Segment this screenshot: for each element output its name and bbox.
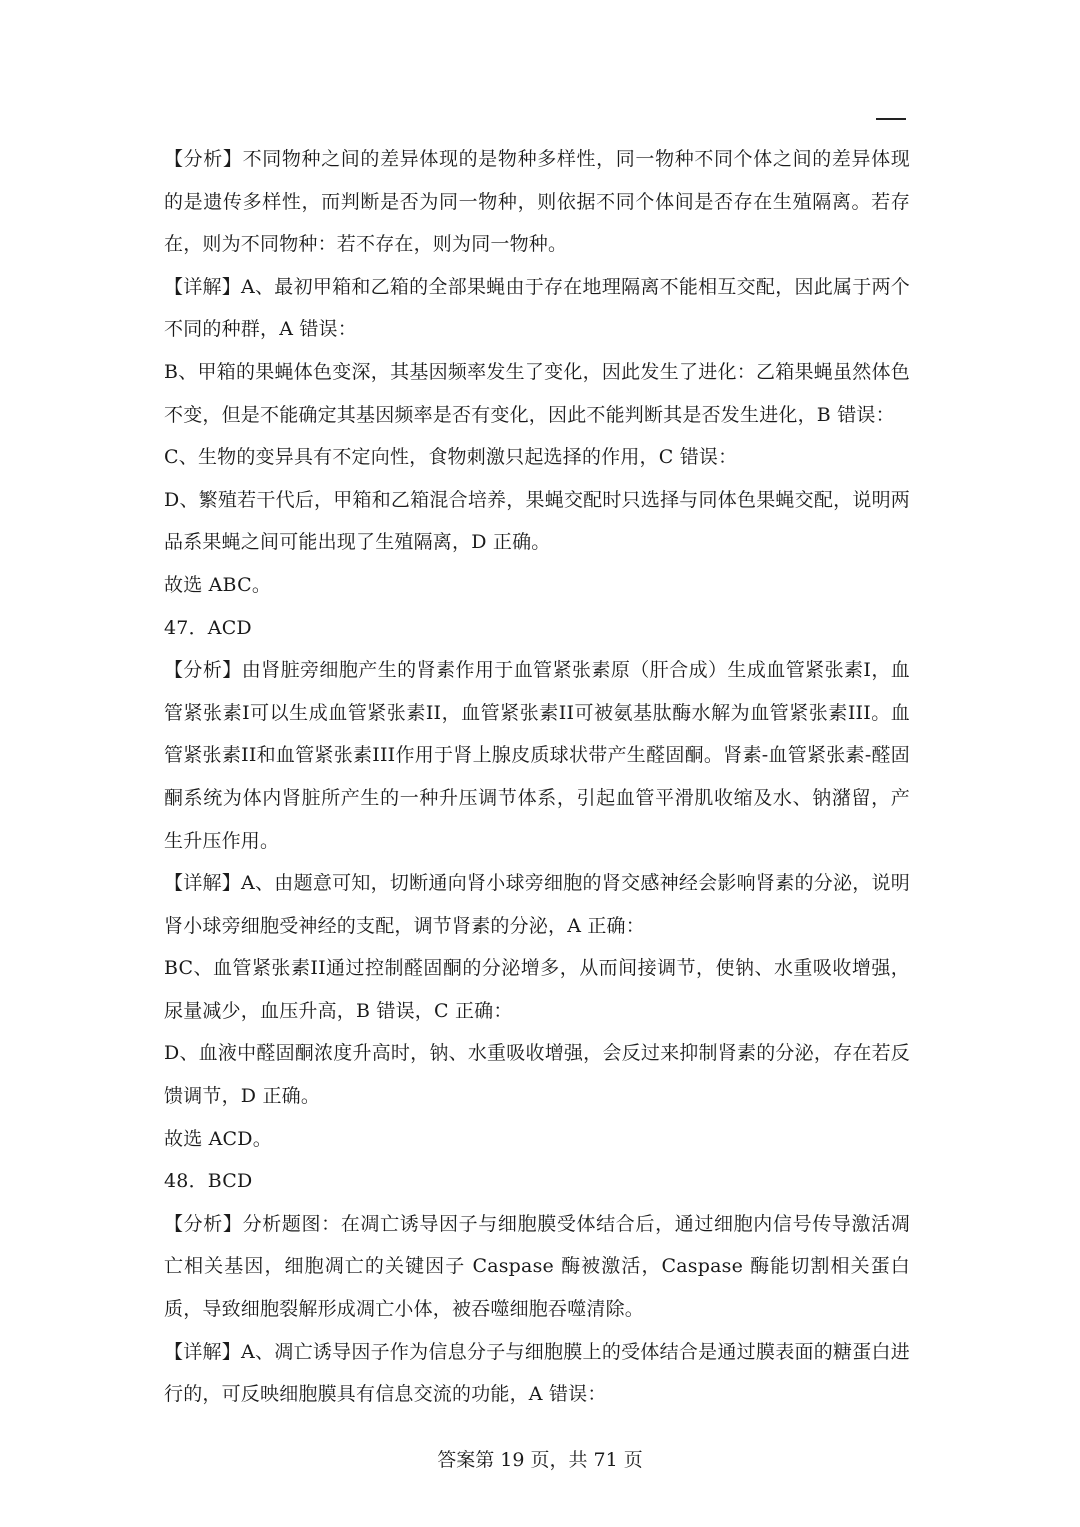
answer-content xyxy=(164,138,910,1416)
paragraph: 故选 ABC。 xyxy=(164,573,272,596)
question-number: 48．BCD xyxy=(164,1170,253,1193)
paragraph: BC、血管紧张素II通过控制醛固酮的分泌增多，从而间接调节，使钠、水重吸收增强，尿量减少，血压升高，B 错误，C 正确： xyxy=(164,957,910,1022)
question-number: 47．ACD xyxy=(164,616,252,639)
paragraph: 【详解】A、由题意可知，切断通向肾小球旁细胞的肾交感神经会影响肾素的分泌，说明肾小球旁细胞受神经的支配，调节肾素的分泌，A 正确： xyxy=(164,872,910,937)
page-footer: 答案第 19 页，共 71 页 xyxy=(437,1449,643,1471)
paragraph: 【详解】A、最初甲箱和乙箱的全部果蝇由于存在地理隔离不能相互交配，因此属于两个不同的种群，A 错误： xyxy=(164,275,910,341)
corner-mark xyxy=(876,118,906,120)
paragraph: 【分析】分析题图：在凋亡诱导因子与细胞膜受体结合后，通过细胞内信号传导激活凋亡相关基因，细胞凋亡的关键因子 Caspase 酶被激活，Caspase 酶能切割相关蛋白质，导致细胞裂解形成凋亡小体，被吞噬细胞吞噬清除。 xyxy=(164,1212,910,1321)
paragraph: 【详解】A、凋亡诱导因子作为信息分子与细胞膜上的受体结合是通过膜表面的糖蛋白进行的，可反映细胞膜具有信息交流的功能，A 错误： xyxy=(164,1340,910,1406)
paragraph: 故选 ACD。 xyxy=(164,1127,272,1150)
paragraph: 【分析】不同物种之间的差异体现的是物种多样性，同一物种不同个体之间的差异体现的是遗传多样性，而判断是否为同一物种，则依据不同个体间是否存在生殖隔离。若存在，则为不同物种：若不存在，则为同一物种。 xyxy=(164,148,910,256)
paragraph: C、生物的变异具有不定向性，食物刺激只起选择的作用，C 错误： xyxy=(164,446,738,469)
paragraph: D、血液中醛固酮浓度升高时，钠、水重吸收增强，会反过来抑制肾素的分泌，存在若反馈调节，D 正确。 xyxy=(164,1042,910,1108)
paragraph: 【分析】由肾脏旁细胞产生的肾素作用于血管紧张素原（肝合成）生成血管紧张素I，血管紧张素I可以生成血管紧张素II，血管紧张素II可被氨基肽酶水解为血管紧张素III。血管紧张素II和血管紧张素III作用于肾上腺皮质球状带产生醛固酮。肾素-血管紧张素-醛固酮系统为体内肾脏所产生的一种升压调节体系，引起血管平滑肌收缩及水、钠潴留，产生升压作用。 xyxy=(164,659,910,852)
paragraph: D、繁殖若干代后，甲箱和乙箱混合培养，果蝇交配时只选择与同体色果蝇交配，说明两品系果蝇之间可能出现了生殖隔离，D 正确。 xyxy=(164,488,910,554)
paragraph: B、甲箱的果蝇体色变深，其基因频率发生了变化，因此发生了进化：乙箱果蝇虽然体色不变，但是不能确定其基因频率是否有变化，因此不能判断其是否发生进化，B 错误： xyxy=(164,360,910,426)
